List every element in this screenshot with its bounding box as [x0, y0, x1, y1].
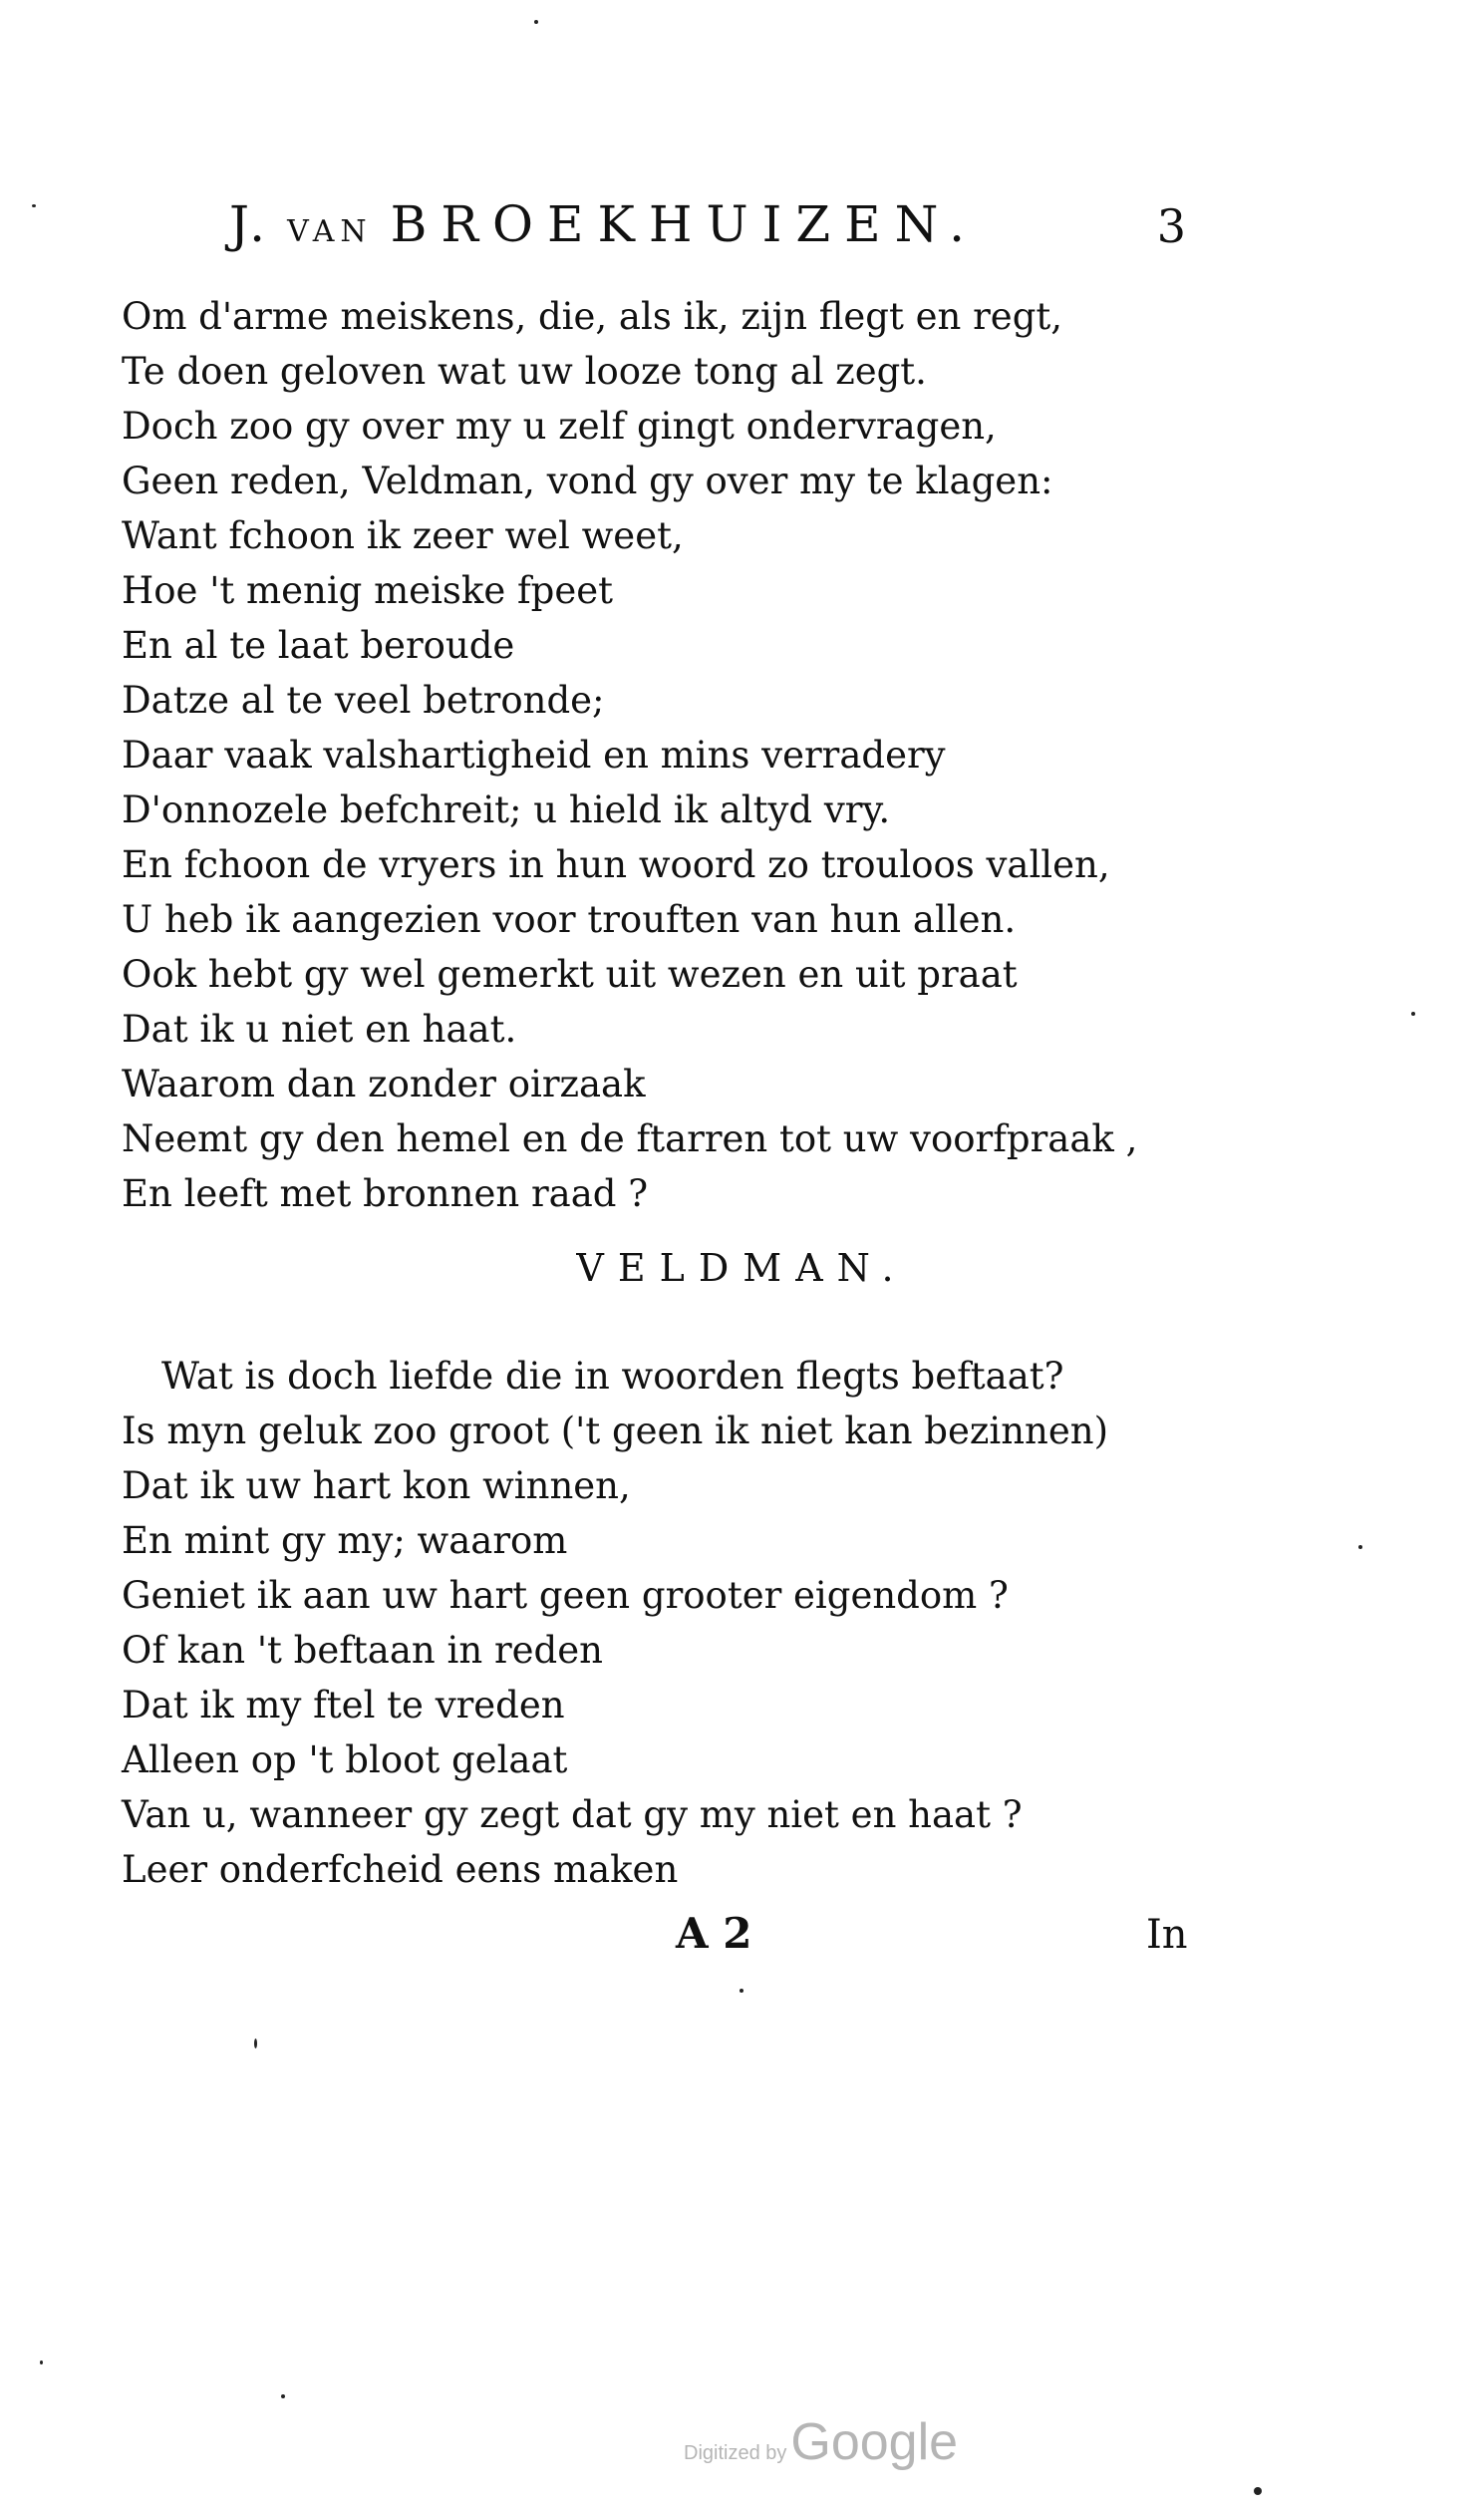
stanza-first — [122, 289, 1138, 1221]
verse-line: U heb ik aangezien voor trouften van hun allen. — [122, 898, 1017, 941]
verse-line: Alleen op 't bloot gelaat — [122, 1738, 568, 1781]
verse-line: Geniet ik aan uw hart geen grooter eigendom ? — [122, 1574, 1009, 1617]
scan-speck — [740, 1989, 743, 1993]
verse-line: Leer onderfcheid eens maken — [122, 1848, 679, 1891]
scan-speck — [40, 2360, 43, 2364]
scan-speck — [1358, 1545, 1362, 1549]
verse-line: Om d'arme meiskens, die, als ik, zijn flegt en regt, — [122, 295, 1063, 338]
scan-speck — [281, 2394, 285, 2398]
stanza-second — [122, 1349, 1118, 1897]
verse-line: Doch zoo gy over my u zelf gingt ondervragen, — [122, 405, 997, 448]
header-author-van: VAN — [287, 214, 373, 249]
verse-line: Of kan 't beftaan in reden — [122, 1629, 603, 1672]
speaker-heading: VELDMAN. — [576, 1246, 908, 1290]
verse-line: Van u, wanneer gy zegt dat gy my niet en haat ? — [122, 1793, 1023, 1836]
verse-line: D'onnozele befchreit; u hield ik altyd vry. — [122, 788, 891, 831]
verse-line: En al te laat beroude — [122, 624, 515, 667]
verse-line: Datze al te veel betronde; — [122, 679, 605, 722]
verse-line: Waarom dan zonder oirzaak — [122, 1063, 646, 1105]
verse-line: Want fchoon ik zeer wel weet, — [122, 514, 684, 557]
digitized-by-text: Digitized by — [684, 2442, 787, 2464]
scan-speck — [32, 204, 36, 207]
verse-line: En fchoon de vryers in hun woord zo trouloos vallen, — [122, 843, 1110, 886]
scan-speck — [1411, 1012, 1415, 1016]
verse-line: Geen reden, Veldman, vond gy over my te klagen: — [122, 460, 1053, 502]
running-header — [229, 195, 1186, 265]
scan-speck — [254, 2039, 257, 2048]
verse-line: Dat ik my ftel te vreden — [122, 1684, 565, 1726]
verse-line: Daar vaak valshartigheid en mins verradery — [122, 734, 946, 777]
verse-line: Dat ik u niet en haat. — [122, 1008, 517, 1051]
header-author-initial: J. — [229, 195, 270, 253]
verse-line: Wat is doch liefde die in woorden flegts beftaat? — [161, 1355, 1064, 1398]
google-wordmark: Google — [790, 2413, 959, 2471]
verse-line: Is myn geluk zoo groot ('t geen ik niet kan bezinnen) — [122, 1410, 1109, 1452]
scan-speck — [1254, 2487, 1262, 2495]
signature-mark: A 2 — [676, 1909, 752, 1958]
digitized-watermark — [684, 2412, 958, 2472]
verse-line: Ook hebt gy wel gemerkt uit wezen en uit praat — [122, 953, 1018, 996]
verse-line: En mint gy my; waarom — [122, 1519, 568, 1562]
scan-speck — [534, 20, 538, 24]
verse-line: Dat ik uw hart kon winnen, — [122, 1464, 631, 1507]
catchword: In — [1146, 1912, 1188, 1958]
verse-line: Te doen geloven wat uw looze tong al zegt. — [122, 350, 927, 393]
verse-line: Neemt gy den hemel en de ftarren tot uw voorfpraak , — [122, 1117, 1138, 1160]
verse-line: Hoe 't menig meiske fpeet — [122, 569, 614, 612]
verse-line: En leeft met bronnen raad ? — [122, 1172, 649, 1215]
header-author-name: BROEKHUIZEN. — [390, 195, 980, 253]
page-number: 3 — [1156, 199, 1186, 253]
